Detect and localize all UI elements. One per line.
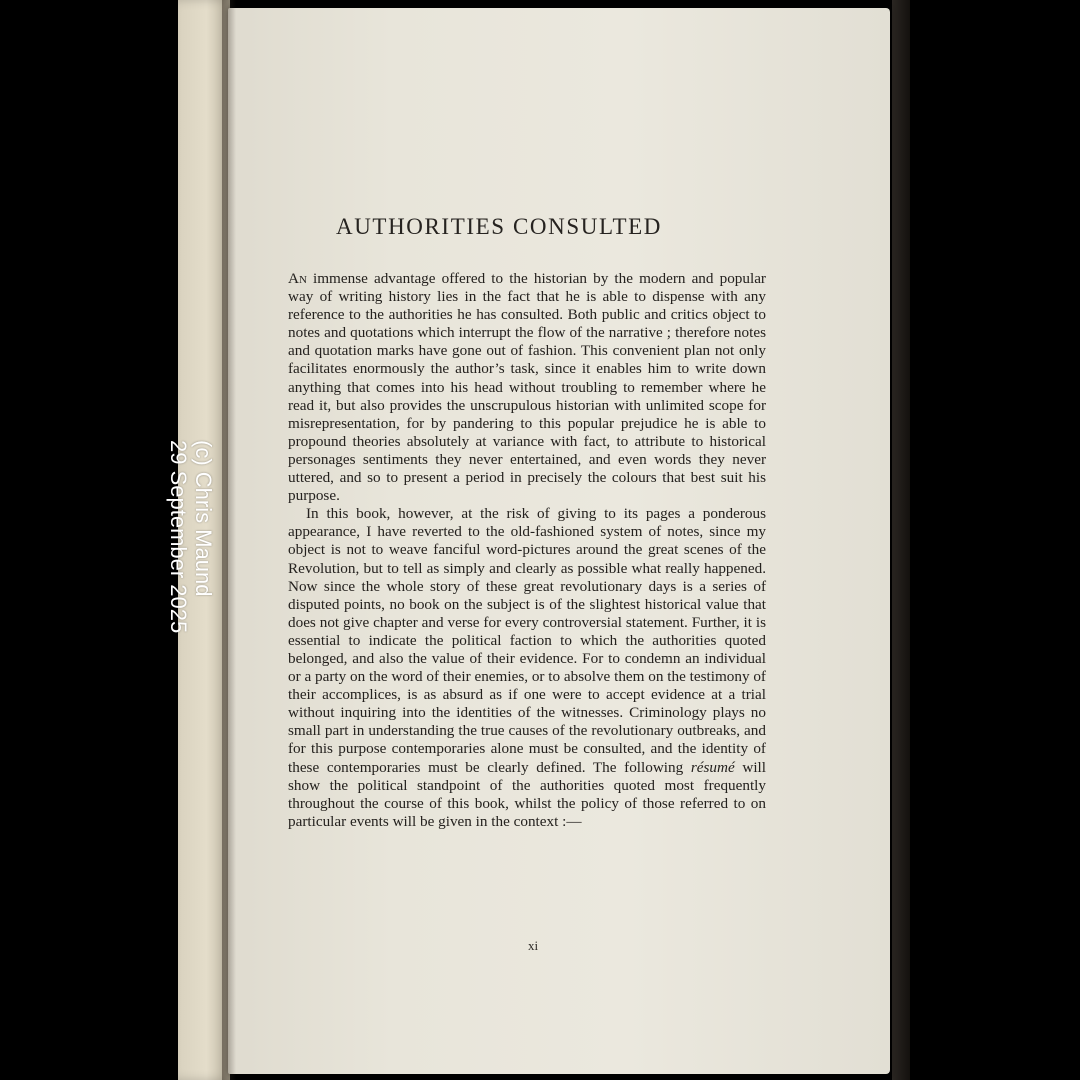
page-number: xi (527, 938, 539, 953)
paragraph-2 (288, 505, 766, 831)
copyright-watermark (166, 440, 216, 633)
paragraph-2-text-before: In this book, however, at the risk of giving to its pages a ponderous appearance, I have reverted to the old-fashioned system of notes, since my object is not to weave fanciful word-pictures around the great scenes of the Revolution, but to tell as simply and clearly as possible what really happened. Now since the whole story of these great revolutionary days is a series of disputed points, no book on the subject is of the slightest historical value that does not give chapter and verse for every controversial statement. Further, it is essential to indicate the political faction to which the authorities quoted belonged, and also the value of their evidence. For to condemn an individual or a party on the word of their enemies, or to absolve them on the testimony of their accomplices, is as absurd as if one were to accept evidence at a trial without inquiring into the identities of the witnesses. Criminology plays no small part in understanding the true causes of the revolutionary outbreaks, and for this purpose contemporaries alone must be consulted, and the identity of these contemporaries must be clearly defined. The following (288, 505, 766, 776)
paragraph-1-lead: An (288, 270, 307, 287)
paragraph-2-italic: résumé (690, 758, 735, 776)
watermark-line-2: 29 September 2025 (166, 440, 191, 634)
book-page (228, 8, 890, 1074)
book-cover-edge (892, 0, 910, 1080)
body-text (288, 270, 766, 831)
book-gutter-shadow (222, 0, 236, 1080)
watermark-line-1: (c) Chris Maund (191, 440, 216, 597)
page-heading: AUTHORITIES CONSULTED (336, 214, 662, 239)
paragraph-2-text-after: will show the political standpoint of the authorities quoted most frequently throughout the course of this book, whilst the policy of those referred to on particular events will be given in the context :— (288, 758, 766, 830)
paragraph-1 (288, 270, 766, 505)
paragraph-1-text: immense advantage offered to the historian by the modern and popular way of writing history lies in the fact that he is able to dispense with any reference to the authorities he has consulted. Both public and critics object to notes and quotations which interrupt the flow of the narrative ; therefore notes and quotation marks have gone out of fashion. This convenient plan not only facilitates enormously the author’s task, since it enables him to write down anything that comes into his head without troubling to remember where he read it, but also provides the unscrupulous historian with unlimited scope for misrepresentation, for by pandering to this popular prejudice he is able to propound theories absolutely at variance with fact, to attribute to historical personages sentiments they never entertained, and even words they never uttered, and so to present a period in precisely the colours that best suit his purpose. (288, 270, 766, 505)
